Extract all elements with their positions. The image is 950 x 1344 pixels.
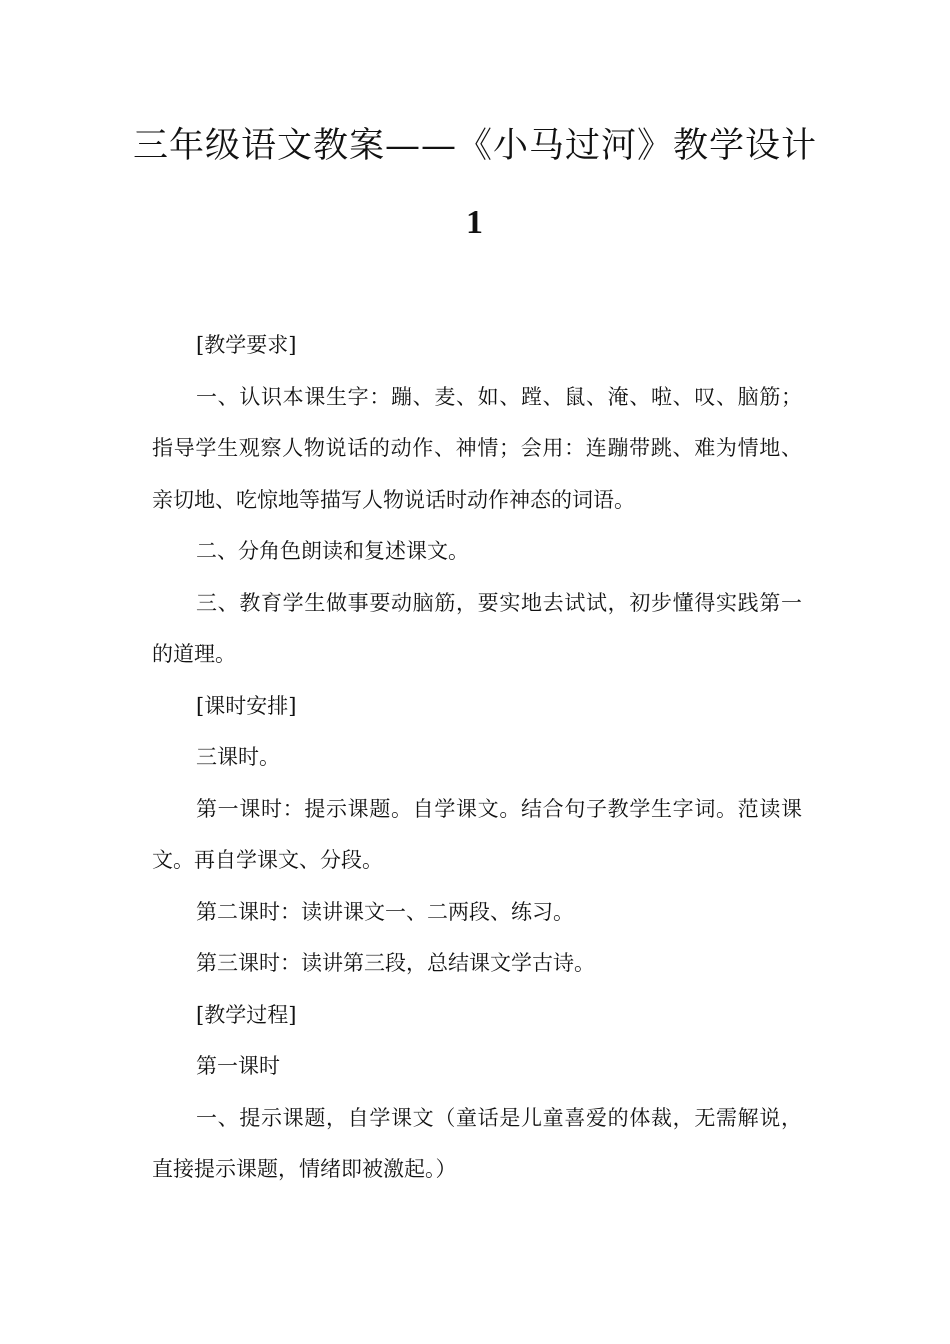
paragraph-lesson-3: 第三课时：读讲第三段，总结课文学古诗。 <box>196 951 595 975</box>
paragraph-requirement-3: 三、教育学生做事要动脑筋，要实地去试试，初步懂得实践第一的道理。 <box>152 590 802 666</box>
document-title-number: 1 <box>466 204 484 241</box>
subheading-first-lesson: 第一课时 <box>196 1054 280 1078</box>
paragraph-lesson-2: 第二课时：读讲课文一、二两段、练习。 <box>196 899 574 924</box>
paragraph-lesson-1: 第一课时：提示课题。自学课文。结合句子教学生字词。范读课文。再自学课文、分段。 <box>152 796 802 872</box>
paragraph-process-step-1: 一、提示课题，自学课文（童话是儿童喜爱的体裁，无需解说，直接提示课题，情绪即被激起。） <box>152 1105 802 1181</box>
section-heading-process: [教学过程] <box>196 1002 297 1027</box>
paragraph-requirement-2: 二、分角色朗读和复述课文。 <box>196 539 469 563</box>
paragraph-requirement-1: 一、认识本课生字：蹦、麦、如、蹚、鼠、淹、啦、叹、脑筋；指导学生观察人物说话的动作、神情；会用：连蹦带跳、难为情地、亲切地、吃惊地等描写人物说话时动作神态的词语。 <box>152 384 802 512</box>
section-heading-requirements: [教学要求] <box>196 333 297 357</box>
document-title: 三年级语文教案——《小马过河》教学设计 <box>132 126 817 166</box>
paragraph-schedule-total: 三课时。 <box>196 745 280 769</box>
section-heading-schedule: [课时安排] <box>196 693 297 718</box>
document-body <box>152 320 802 1196</box>
